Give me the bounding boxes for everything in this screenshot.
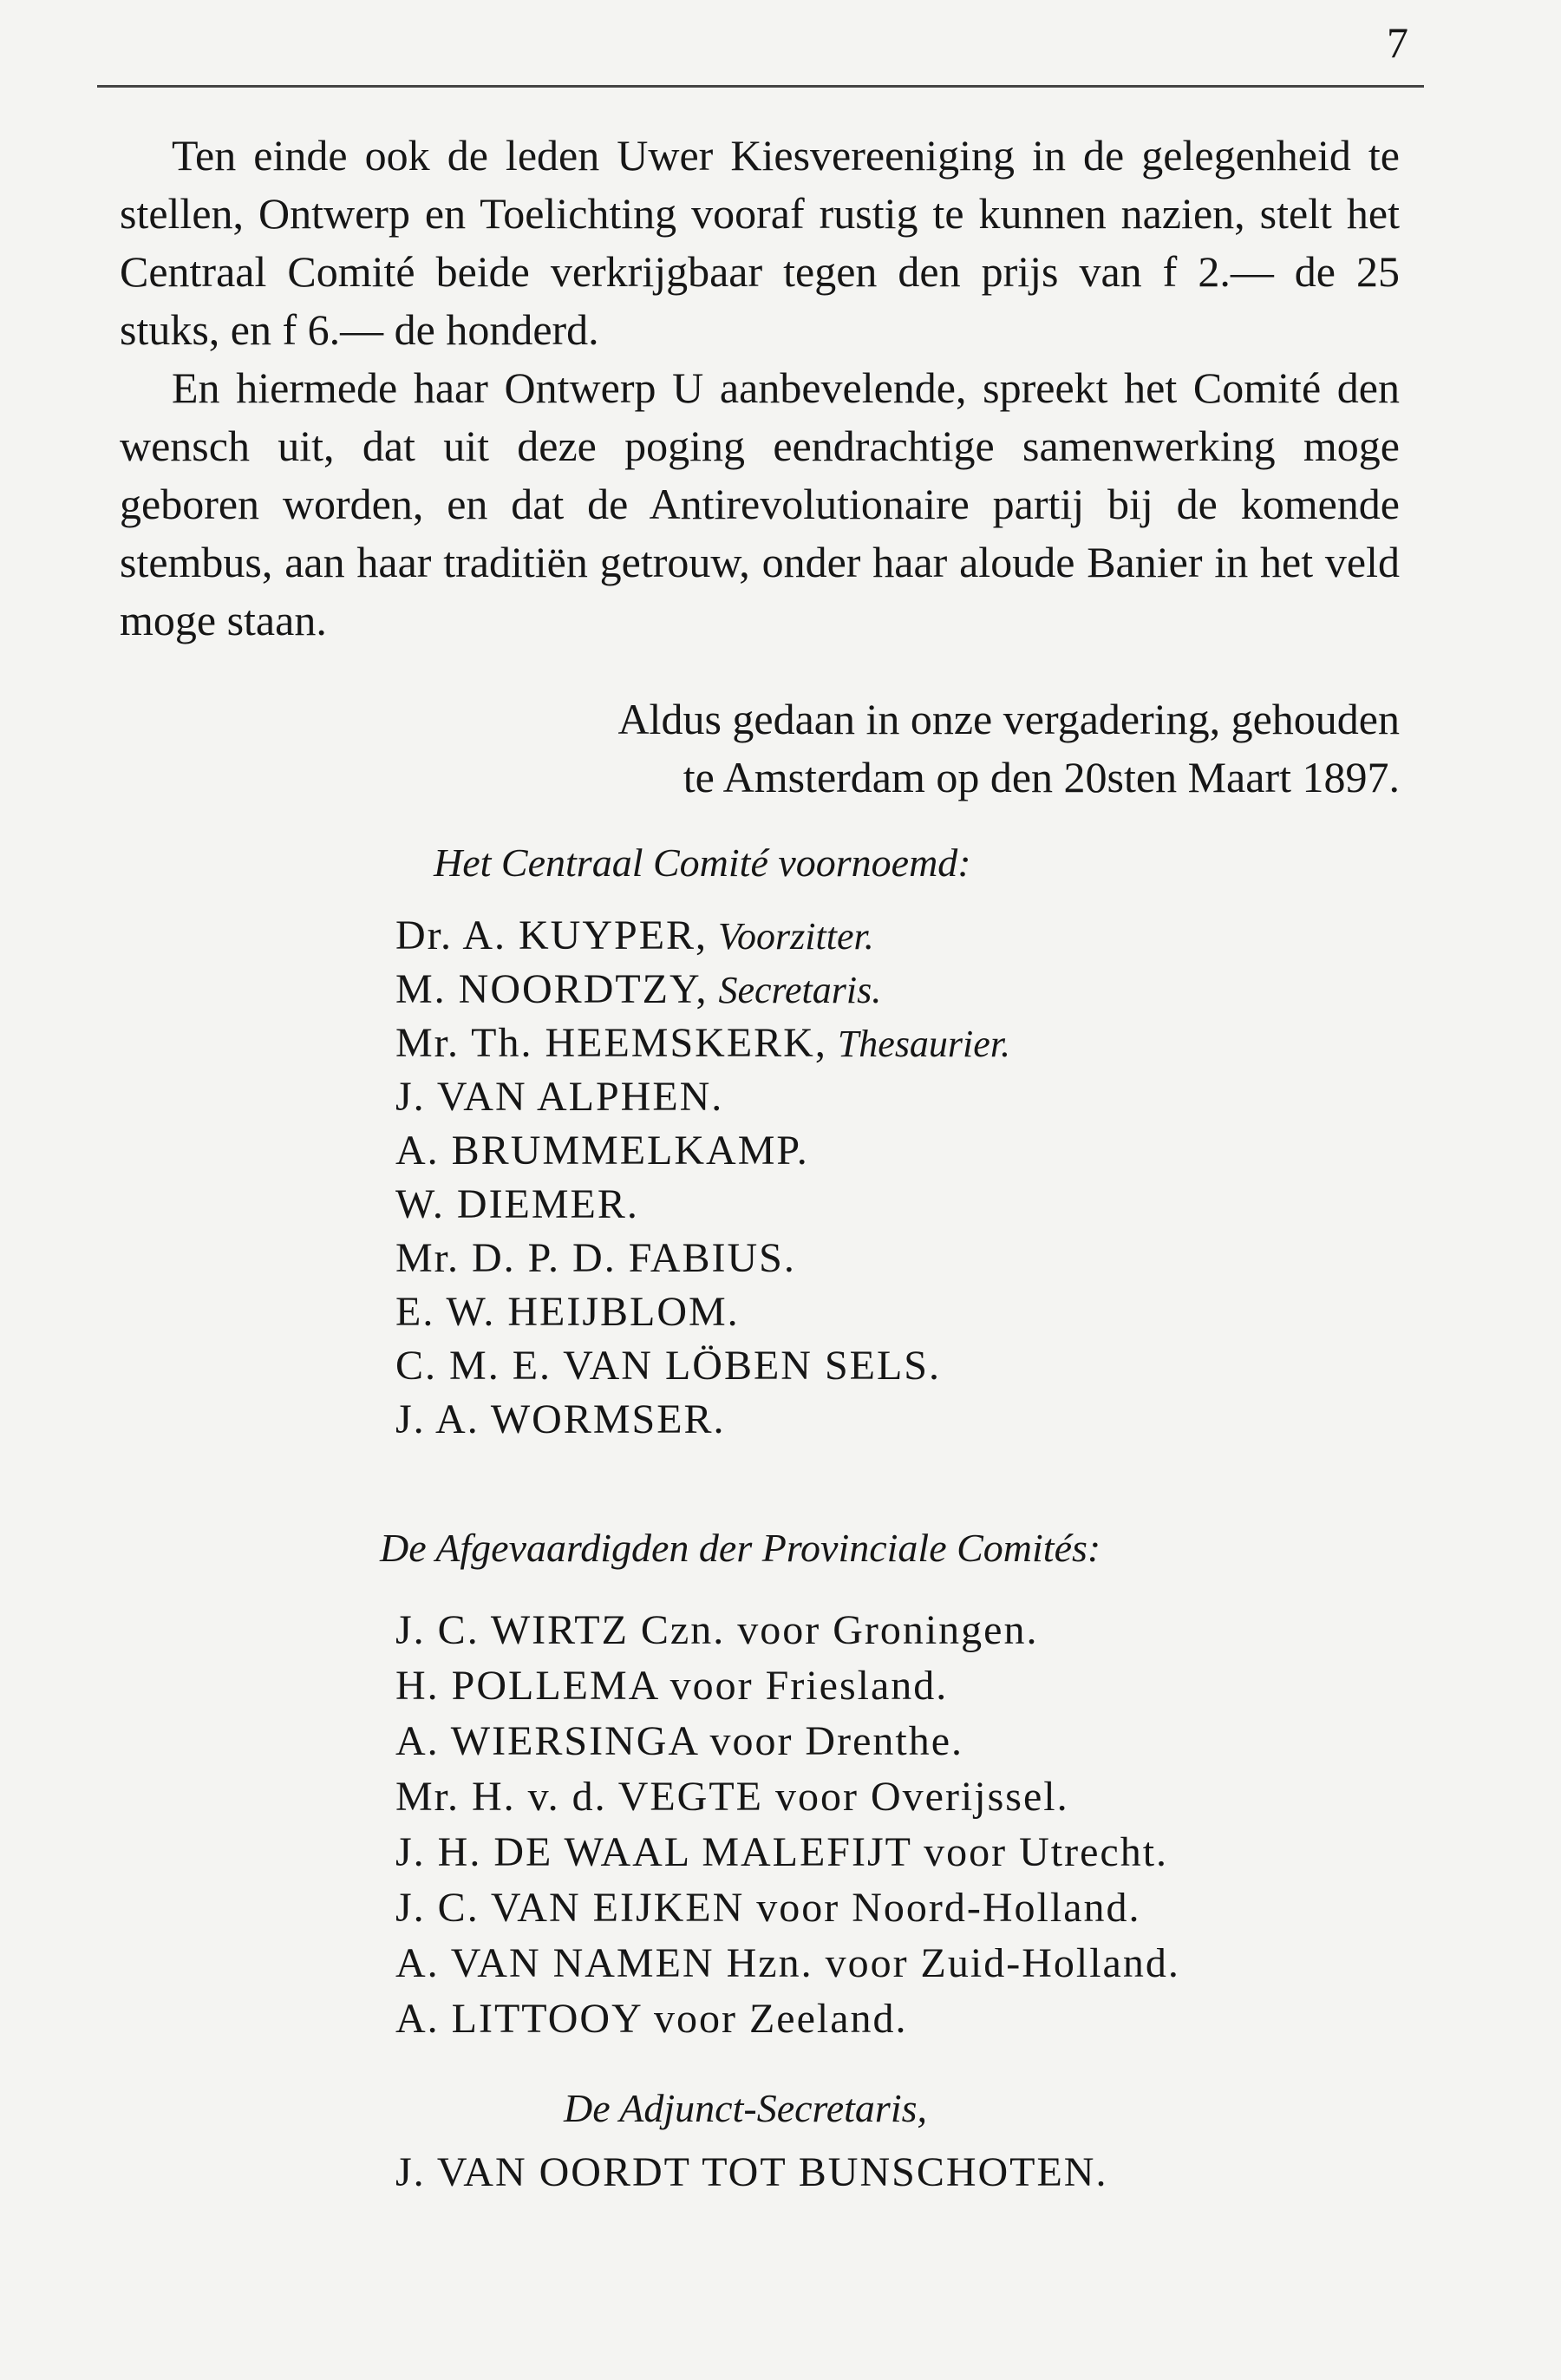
member-name: J. A. WORMSER. [395, 1396, 726, 1442]
member-name: W. DIEMER. [395, 1181, 639, 1227]
delegates-list [395, 1603, 1436, 2047]
list-item [395, 1285, 1436, 1339]
list-item [395, 1070, 1436, 1124]
member-name: Mr. D. P. D. FABIUS. [395, 1235, 796, 1281]
member-name: A. BRUMMELKAMP. [395, 1128, 809, 1174]
member-name: M. NOORDTZY, [395, 966, 709, 1012]
list-item [395, 909, 1436, 963]
list-item [395, 1769, 1436, 1825]
delegate-entry: J. H. DE WAAL MALEFIJT voor Utrecht. [395, 1829, 1169, 1875]
list-item [395, 1339, 1436, 1393]
member-role: Thesaurier. [837, 1023, 1011, 1065]
list-item [395, 1017, 1436, 1070]
delegate-entry: J. C. WIRTZ Czn. voor Groningen. [395, 1607, 1039, 1653]
member-name: C. M. E. VAN LÖBEN SELS. [395, 1343, 941, 1389]
list-item [395, 1991, 1436, 2047]
signoff [446, 690, 1400, 807]
list-item [395, 1936, 1436, 1991]
list-item [395, 963, 1436, 1017]
list-item [395, 1124, 1436, 1178]
list-item [395, 1603, 1436, 1658]
delegate-entry: H. POLLEMA voor Friesland. [395, 1663, 949, 1709]
member-name: Dr. A. KUYPER, [395, 912, 709, 958]
committee-list [395, 909, 1436, 1447]
member-name: J. VAN ALPHEN. [395, 1074, 724, 1120]
delegates-heading: De Afgevaardigden der Provinciale Comités: [380, 1526, 1101, 1570]
list-item [395, 1232, 1436, 1285]
paragraph-1: Ten einde ook de leden Uwer Kiesvereeniging in de gelegenheid te stellen, Ontwerp en Toelichting vooraf rustig te kunnen nazien, stelt het Centraal Comité beide verkrijgbaar tegen den prijs van f 2.— de 25 stuks, en f 6.— de honderd. [120, 131, 1400, 354]
delegate-entry: J. C. VAN EIJKEN voor Noord-Holland. [395, 1885, 1141, 1931]
adjunct-name: J. VAN OORDT TOT BUNSCHOTEN. [395, 2149, 1108, 2195]
list-item [395, 1714, 1436, 1769]
header-rule [97, 85, 1424, 88]
member-role: Voorzitter. [718, 915, 874, 958]
member-name: Mr. Th. HEEMSKERK, [395, 1020, 827, 1066]
delegate-entry: Mr. H. v. d. VEGTE voor Overijssel. [395, 1774, 1069, 1820]
delegate-entry: A. WIERSINGA voor Drenthe. [395, 1718, 964, 1764]
signoff-line-1: Aldus gedaan in onze vergadering, gehouden [617, 695, 1400, 743]
member-name: E. W. HEIJBLOM. [395, 1289, 740, 1335]
paragraph-2: En hiermede haar Ontwerp U aanbevelende, spreekt het Comité den wensch uit, dat uit deze poging eendrachtige samenwerking moge geboren worden, en dat de Antirevolutionaire partij bij de komende stembus, aan haar traditiën getrouw, onder haar aloude Banier in het veld moge staan. [120, 363, 1400, 644]
page-number: 7 [1387, 18, 1408, 67]
adjunct-heading: De Adjunct-Secretaris, [564, 2086, 928, 2130]
delegate-entry: A. LITTOOY voor Zeeland. [395, 1996, 908, 2042]
committee-heading: Het Centraal Comité voornoemd: [434, 840, 971, 885]
body-text [120, 127, 1400, 650]
delegate-entry: A. VAN NAMEN Hzn. voor Zuid-Holland. [395, 1940, 1180, 1986]
list-item [395, 1393, 1436, 1447]
member-role: Secretaris. [718, 969, 882, 1011]
list-item [395, 1658, 1436, 1714]
list-item [395, 1825, 1436, 1880]
signoff-line-2: te Amsterdam op den 20sten Maart 1897. [683, 753, 1400, 801]
list-item [395, 1880, 1436, 1936]
list-item [395, 1178, 1436, 1232]
